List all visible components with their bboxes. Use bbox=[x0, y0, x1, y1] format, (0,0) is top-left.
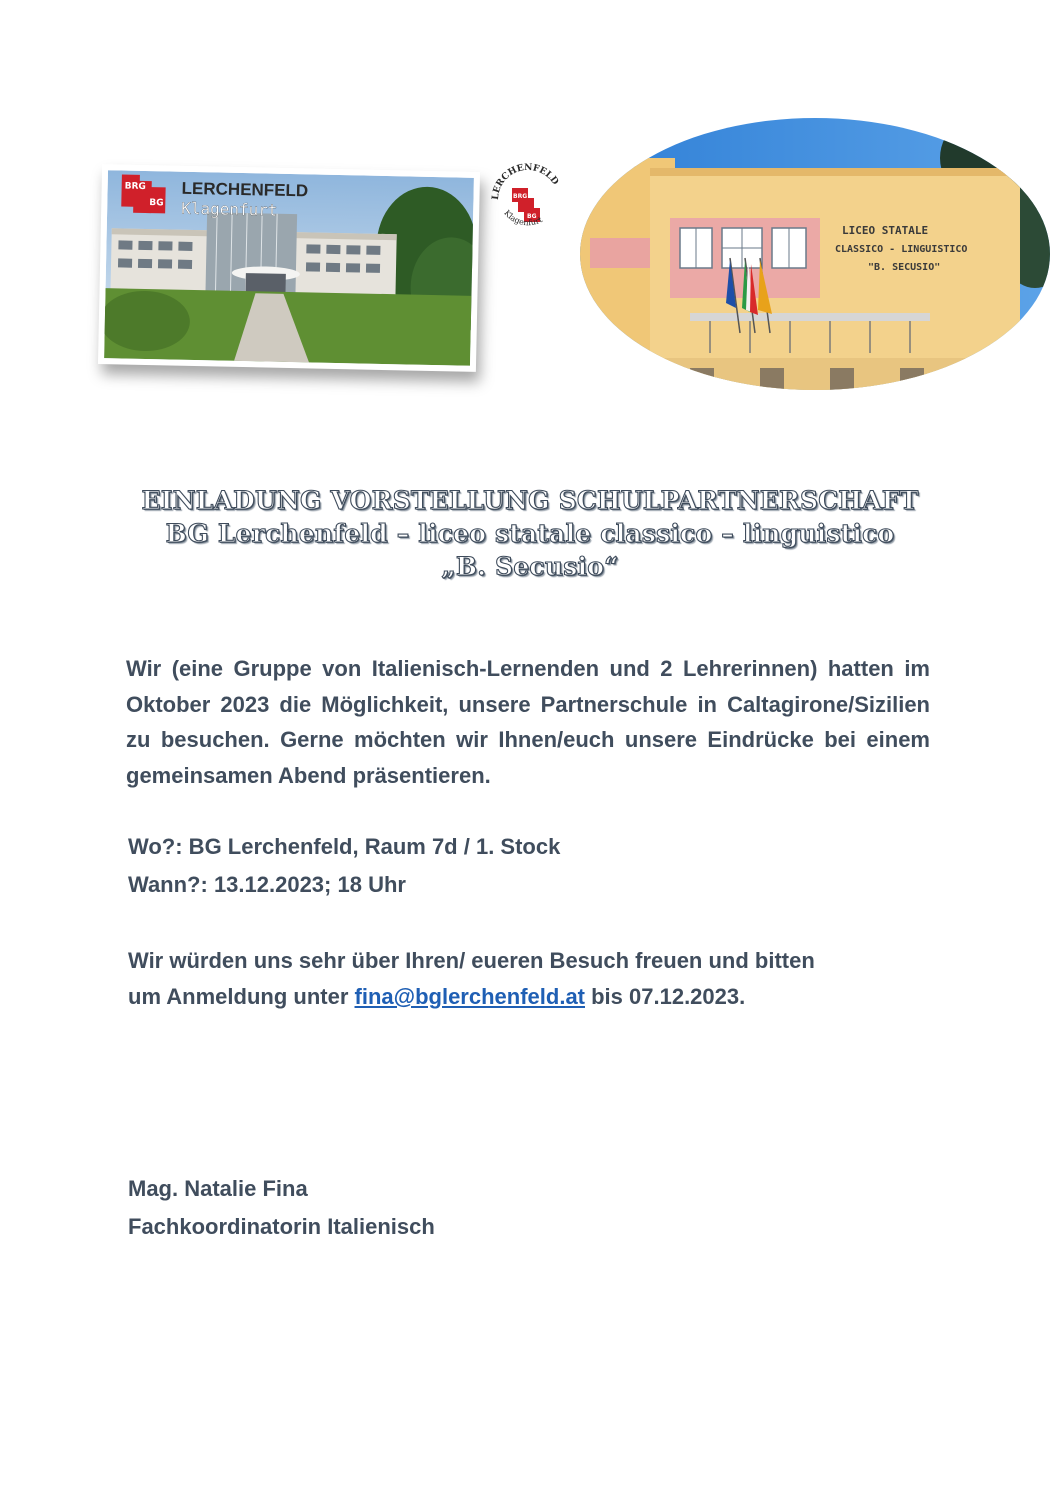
left-badge-brg: BRG bbox=[124, 181, 146, 192]
logo-arc-text: LERCHENFELD bbox=[490, 162, 561, 201]
title-line-1: EINLADUNG VORSTELLUNG SCHULPARTNERSCHAFT bbox=[141, 486, 919, 515]
invitation-paragraph: Wir (eine Gruppe von Italienisch-Lernenden und 2 Lehrerinnen) hatten im Oktober 2023 die Möglichkeit, unsere Partnerschule in Caltagirone/Sizilien zu besuchen. Gerne möchten wir Ihnen/euch unsere Eindrücke bei einem gemeinsamen Abend präsentieren. bbox=[126, 656, 930, 788]
email-link[interactable]: fina@bglerchenfeld.at bbox=[354, 984, 585, 1009]
sign-line-1: LICEO STATALE bbox=[842, 224, 929, 237]
sign-line-2: CLASSICO - LINGUISTICO bbox=[835, 244, 968, 255]
registration-line-1: Wir würden uns sehr über Ihren/ eueren Besuch freuen und bitten bbox=[128, 948, 815, 973]
invitation-title bbox=[80, 484, 980, 583]
school-photo-secusio bbox=[580, 118, 1050, 390]
school-logo-illustration bbox=[488, 160, 568, 246]
secusio-photo-illustration bbox=[580, 118, 1050, 390]
signature-block bbox=[128, 1170, 828, 1246]
signature-name: Mag. Natalie Fina bbox=[128, 1176, 308, 1201]
school-photo-illustration bbox=[104, 170, 474, 366]
event-info bbox=[128, 828, 928, 904]
left-logo-title: LERCHENFELD bbox=[181, 178, 309, 201]
registration-prefix: um Anmeldung unter bbox=[128, 984, 355, 1009]
signature-role: Fachkoordinatorin Italienisch bbox=[128, 1214, 435, 1239]
logo-badge-brg: BRG bbox=[513, 193, 528, 200]
title-line-2: BG Lerchenfeld – liceo statale classico – linguistico bbox=[165, 519, 895, 548]
left-badge-bg: BG bbox=[149, 198, 164, 209]
event-date-time: Wann?: 13.12.2023; 18 Uhr bbox=[128, 872, 406, 897]
logo-bottom-text: Klagenfurt bbox=[502, 208, 544, 228]
left-logo-subtitle: Klagenfurt bbox=[181, 198, 278, 220]
registration-note bbox=[128, 943, 948, 1015]
school-logo bbox=[488, 160, 568, 246]
title-line-3: „B. Secusio“ bbox=[441, 552, 619, 581]
event-location: Wo?: BG Lerchenfeld, Raum 7d / 1. Stock bbox=[128, 834, 561, 859]
logo-badge-bg: BG bbox=[527, 213, 537, 220]
registration-suffix: bis 07.12.2023. bbox=[585, 984, 746, 1009]
school-photo-lerchenfeld bbox=[98, 164, 480, 372]
sign-line-3: "B. SECUSIO" bbox=[868, 262, 941, 273]
registration-line-2 bbox=[128, 979, 948, 1015]
